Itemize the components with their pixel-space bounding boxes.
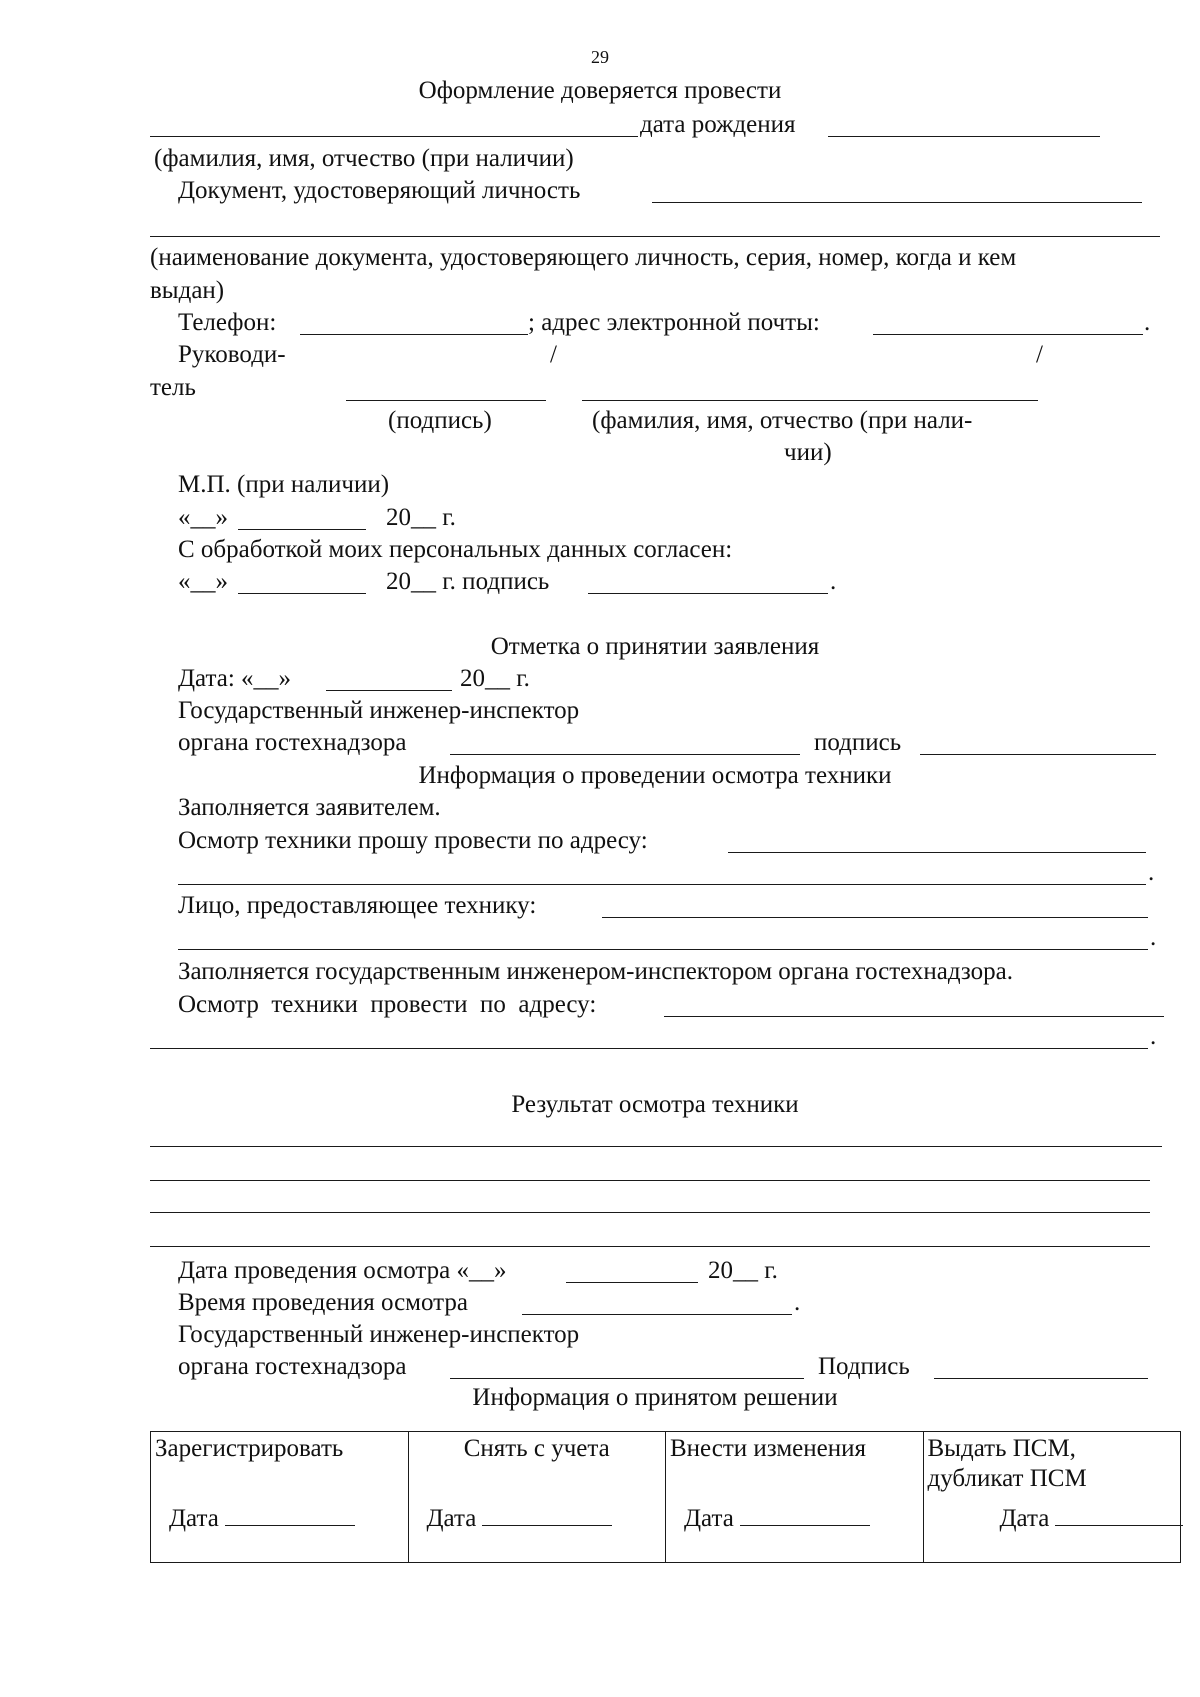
head-fio-note-1: (фамилия, имя, отчество (при нали- <box>592 407 973 434</box>
decision-deregister-label: Снять с учета <box>463 1435 610 1462</box>
decision-cell-issue-psm[interactable] <box>923 1432 1181 1563</box>
address-request-dot: . <box>1148 859 1155 886</box>
date-label: Дата <box>426 1505 477 1532</box>
id-doc-note-2: выдан) <box>150 277 225 304</box>
id-doc-note-1: (наименование документа, удостоверяющего личность, серия, номер, когда и кем <box>150 244 1017 271</box>
inspector-label-4: органа гостехнадзора <box>178 1353 407 1380</box>
provider-line-2[interactable] <box>178 949 1148 950</box>
decision-table <box>150 1431 1181 1563</box>
email-end-dot: . <box>1144 309 1151 336</box>
provider-line-1[interactable] <box>602 917 1148 918</box>
inspector-signature-line-1[interactable] <box>920 754 1156 755</box>
inspector-label-2: органа гостехнадзора <box>178 729 407 756</box>
consent-year-sign: 20__ г. подпись <box>386 568 550 595</box>
result-line-4[interactable] <box>150 1246 1150 1247</box>
inspection-info-title: Информация о проведении осмотра техники <box>418 762 892 789</box>
inspector-name-line-2[interactable] <box>450 1378 804 1379</box>
inspection-time-label: Время проведения осмотра <box>178 1289 469 1316</box>
head-label-part1: Руководи- <box>178 341 286 368</box>
result-title: Результат осмотра техники <box>511 1091 799 1118</box>
signature-note: (подпись) <box>388 407 492 434</box>
date-month-line-1[interactable] <box>238 529 366 530</box>
id-doc-line-1[interactable] <box>652 202 1142 203</box>
inspector-label-1: Государственный инженер-инспектор <box>178 697 580 724</box>
decision-issue-psm-date[interactable] <box>1000 1503 1184 1534</box>
result-line-3[interactable] <box>150 1212 1150 1213</box>
date-label: Дата <box>169 1505 219 1532</box>
date-line[interactable] <box>1055 1503 1183 1526</box>
date-line[interactable] <box>225 1503 355 1526</box>
acceptance-title: Отметка о принятии заявления <box>490 633 820 660</box>
consent-end-dot: . <box>830 568 837 595</box>
date-line[interactable] <box>740 1503 870 1526</box>
decision-modify-date[interactable] <box>684 1503 870 1534</box>
inspect-address-label: Осмотр техники провести по адресу: <box>178 991 597 1018</box>
fio-note: (фамилия, имя, отчество (при наличии) <box>154 145 574 172</box>
decision-title: Информация о принятом решении <box>472 1384 838 1411</box>
birth-date-line[interactable] <box>828 136 1100 137</box>
provider-dot: . <box>1150 924 1157 951</box>
head-signature-line[interactable] <box>346 400 546 401</box>
date-line[interactable] <box>482 1503 612 1526</box>
date-year-1: 20__ г. <box>386 504 456 531</box>
fio-line[interactable] <box>150 136 638 137</box>
inspection-time-line[interactable] <box>522 1314 792 1315</box>
decision-register-date[interactable] <box>169 1503 355 1534</box>
email-label: ; адрес электронной почты: <box>528 309 820 336</box>
inspection-time-dot: . <box>794 1289 801 1316</box>
birth-date-label: дата рождения <box>640 111 796 138</box>
inspection-year: 20__ г. <box>708 1257 778 1284</box>
date-open-1: «__» <box>178 504 228 531</box>
stamp-label: М.П. (при наличии) <box>178 471 390 498</box>
provider-label: Лицо, предоставляющее технику: <box>178 892 537 919</box>
decision-cell-deregister[interactable] <box>408 1432 666 1563</box>
date-month-line-2[interactable] <box>238 593 366 594</box>
head-fio-line[interactable] <box>582 400 1038 401</box>
head-fio-note-2: чии) <box>784 439 832 466</box>
phone-line[interactable] <box>300 334 528 335</box>
phone-label: Телефон: <box>178 309 277 336</box>
decision-cell-register[interactable] <box>151 1432 409 1563</box>
inspection-month-line[interactable] <box>566 1282 698 1283</box>
inspector-sign-label-2: Подпись <box>818 1353 910 1380</box>
result-line-2[interactable] <box>150 1180 1150 1181</box>
decision-deregister-date[interactable] <box>427 1503 613 1534</box>
slash-1: / <box>550 341 557 368</box>
date-open-2: «__» <box>178 568 228 595</box>
address-request-line-1[interactable] <box>728 852 1146 853</box>
date-label: Дата <box>684 1505 734 1532</box>
acceptance-year: 20__ г. <box>460 665 530 692</box>
inspector-label-3: Государственный инженер-инспектор <box>178 1321 580 1348</box>
decision-issue-psm-label: Выдать ПСМ, дубликат ПСМ <box>927 1435 1087 1492</box>
date-label: Дата <box>999 1505 1050 1532</box>
inspect-address-line-1[interactable] <box>664 1016 1164 1017</box>
consent-text: С обработкой моих персональных данных согласен: <box>178 536 733 563</box>
filled-by-inspector: Заполняется государственным инженером-инспектором органа гостехнадзора. <box>178 958 1013 985</box>
slash-2: / <box>1036 341 1043 368</box>
acceptance-month-line[interactable] <box>326 690 452 691</box>
acceptance-date-label: Дата: «__» <box>178 665 292 692</box>
inspection-date-label: Дата проведения осмотра «__» <box>178 1257 507 1284</box>
head-label-part2: тель <box>150 374 196 401</box>
filled-by-applicant: Заполняется заявителем. <box>178 794 441 821</box>
address-request-label: Осмотр техники прошу провести по адресу: <box>178 827 648 854</box>
inspect-address-dot: . <box>1150 1023 1157 1050</box>
id-doc-line-2[interactable] <box>150 236 1160 237</box>
address-request-line-2[interactable] <box>178 884 1146 885</box>
id-doc-label: Документ, удостоверяющий личность <box>178 177 581 204</box>
inspector-signature-line-2[interactable] <box>934 1378 1148 1379</box>
decision-cell-modify[interactable] <box>666 1432 924 1563</box>
result-line-1[interactable] <box>150 1146 1162 1147</box>
inspect-address-line-2[interactable] <box>150 1048 1148 1049</box>
form-heading: Оформление доверяется провести <box>418 77 782 104</box>
inspector-sign-label-1: подпись <box>814 729 902 756</box>
inspector-name-line-1[interactable] <box>450 754 800 755</box>
decision-register-label: Зарегистрировать <box>155 1435 344 1462</box>
decision-modify-label: Внести изменения <box>670 1435 866 1462</box>
email-line[interactable] <box>873 334 1143 335</box>
page-number: 29 <box>591 47 609 67</box>
consent-signature-line[interactable] <box>588 593 828 594</box>
